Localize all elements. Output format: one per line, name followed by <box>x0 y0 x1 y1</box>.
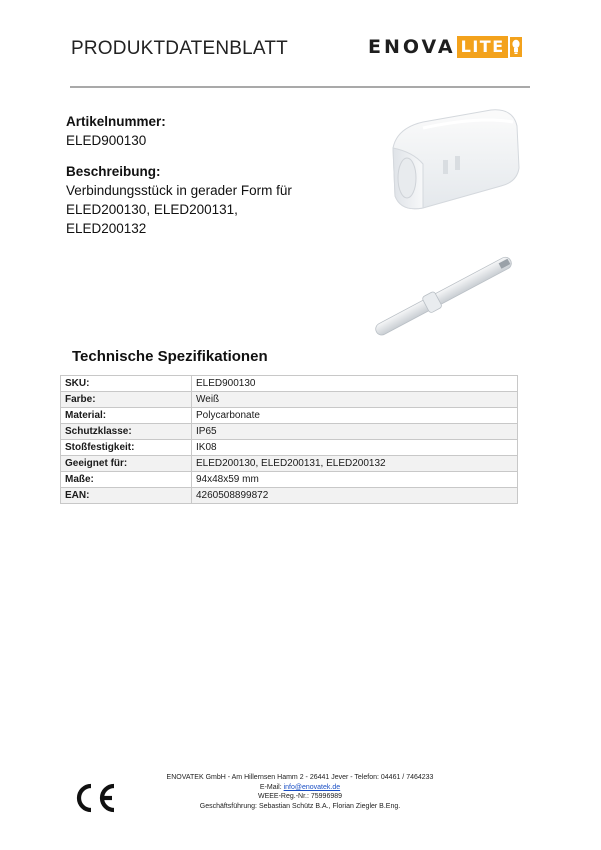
description-text <box>66 181 292 238</box>
footer-email-link[interactable]: info@enovatek.de <box>283 783 341 791</box>
page-title: PRODUKTDATENBLATT <box>71 38 288 59</box>
table-row <box>61 456 518 472</box>
footer-email-line <box>150 783 450 793</box>
description-line: ELED200132 <box>66 221 147 236</box>
footer-weee: WEEE-Reg.-Nr.: 75996989 <box>257 793 343 801</box>
footer <box>150 773 450 811</box>
brand-logo <box>368 35 522 59</box>
spec-value: IP65 <box>192 424 518 440</box>
spec-key: Stoßfestigkeit: <box>61 440 192 456</box>
spec-key: SKU: <box>61 376 192 392</box>
logo-suffix-text: LITE <box>457 36 508 58</box>
article-number-label: Artikelnummer: <box>66 114 166 129</box>
spec-table <box>60 375 518 504</box>
spec-value: ELED200130, ELED200131, ELED200132 <box>192 456 518 472</box>
article-number-value: ELED900130 <box>66 133 147 148</box>
spec-value: ELED900130 <box>192 376 518 392</box>
description-line: Verbindungsstück in gerader Form für <box>66 183 292 198</box>
spec-key: Farbe: <box>61 392 192 408</box>
footer-company: ENOVATEK GmbH - Am Hillernsen Hamm 2 - 26441 Jever - Telefon: 04461 / 7464233 <box>166 774 434 781</box>
spec-value: Weiß <box>192 392 518 408</box>
spec-key: Material: <box>61 408 192 424</box>
spec-value: Polycarbonate <box>192 408 518 424</box>
spec-key: Schutzklasse: <box>61 424 192 440</box>
table-row <box>61 440 518 456</box>
table-row <box>61 392 518 408</box>
spec-value: 94x48x59 mm <box>192 472 518 488</box>
table-row <box>61 472 518 488</box>
footer-management: Geschäftsführung: Sebastian Schütz B.A., Florian Ziegler B.Eng. <box>199 802 401 810</box>
spec-key: Geeignet für: <box>61 456 192 472</box>
spec-heading: Technische Spezifikationen <box>72 348 268 365</box>
logo-brand-text: ENOVA <box>368 36 456 58</box>
spec-value: IK08 <box>192 440 518 456</box>
table-row <box>61 424 518 440</box>
footer-email-prefix: E-Mail: <box>259 783 284 791</box>
description-label: Beschreibung: <box>66 164 161 179</box>
header-divider <box>70 86 530 88</box>
ce-mark-icon <box>72 781 118 815</box>
table-row <box>61 408 518 424</box>
spec-key: Maße: <box>61 472 192 488</box>
description-line: ELED200130, ELED200131, <box>66 202 238 217</box>
luminaire-product-image <box>366 252 522 342</box>
table-row <box>61 376 518 392</box>
table-row <box>61 488 518 504</box>
connector-product-image <box>383 108 523 216</box>
spec-value: 4260508899872 <box>192 488 518 504</box>
bulb-icon <box>510 37 522 57</box>
spec-key: EAN: <box>61 488 192 504</box>
